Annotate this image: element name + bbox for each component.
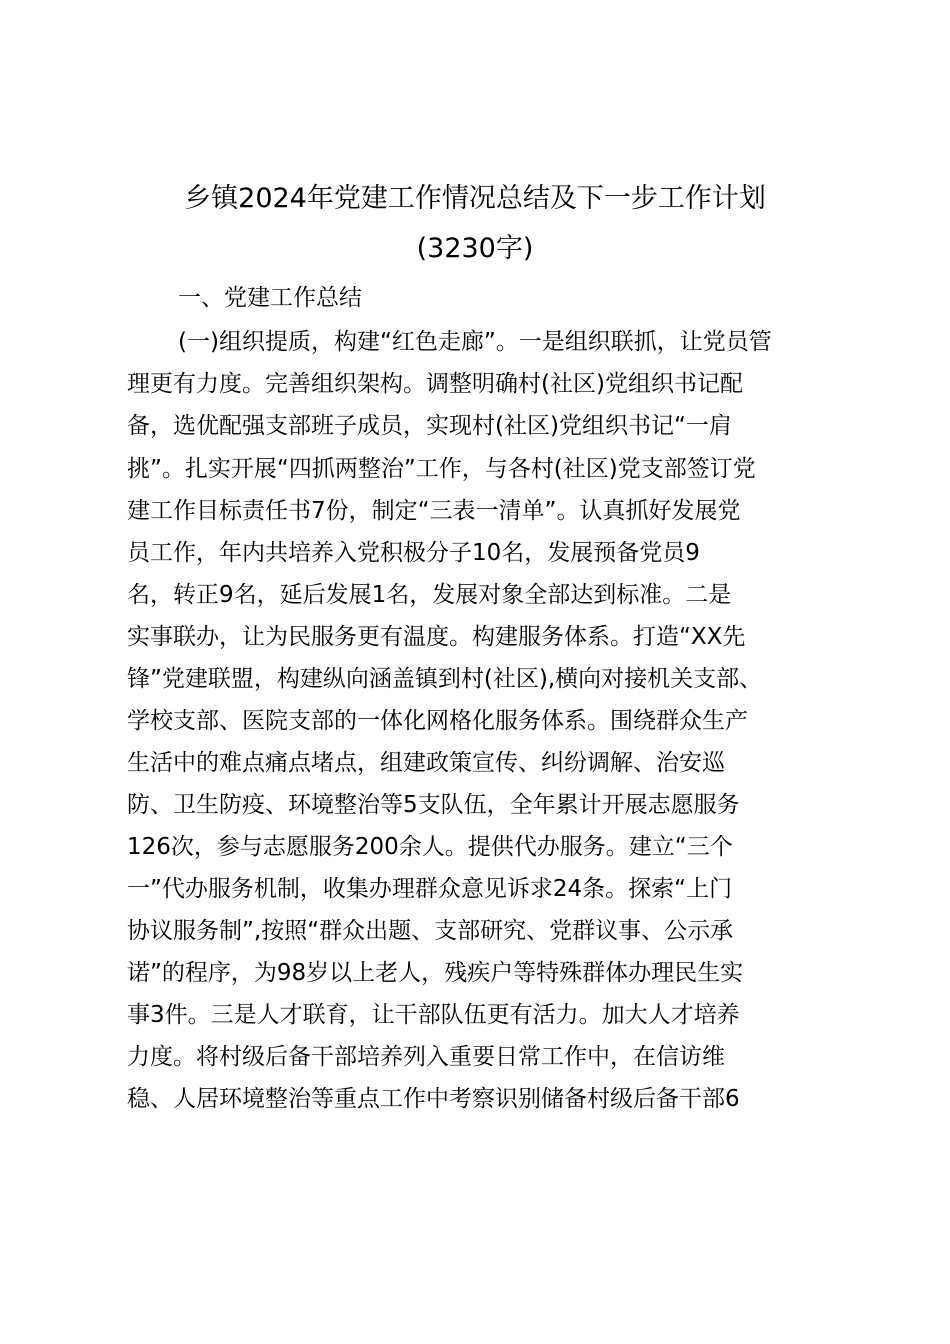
paragraph-line: (一)组织提质，构建“红色走廊”。一是组织联抓，让党员管 (178, 329, 772, 355)
paragraph-line: 锋”党建联盟，构建纵向涵盖镇到村(社区),横向对接机关支部、 (127, 666, 763, 692)
paragraph-line: 生活中的难点痛点堵点，组建政策宣传、纠纷调解、治安巡 (127, 750, 725, 776)
paragraph-line: 协议服务制”,按照“群众出题、支部研究、党群议事、公示承 (127, 918, 734, 944)
paragraph-line: 挑”。扎实开展“四抓两整治”工作，与各村(社区)党支部签订党 (127, 456, 756, 482)
paragraph-line: 名，转正9名，延后发展1名，发展对象全部达到标准。二是 (127, 582, 732, 608)
paragraph-line: 学校支部、医院支部的一体化网格化服务体系。围绕群众生产 (127, 708, 748, 734)
paragraph-line: 事3件。三是人才联育，让干部队伍更有活力。加大人才培养 (127, 1002, 740, 1028)
paragraph-line: 诺”的程序，为98岁以上老人，残疾户等特殊群体办理民生实 (127, 960, 744, 986)
paragraph-line: 力度。将村级后备干部培养列入重要日常工作中，在信访维 (127, 1044, 725, 1070)
paragraph-line: 防、卫生防疫、环境整治等5支队伍，全年累计开展志愿服务 (127, 792, 740, 818)
document-title-line-2: (3230字) (416, 233, 534, 264)
paragraph-line: 稳、人居环境整治等重点工作中考察识别储备村级后备干部6 (127, 1086, 740, 1112)
paragraph-line: 员工作，年内共培养入党积极分子10名，发展预备党员9 (127, 540, 700, 566)
paragraph-line: 126次，参与志愿服务200余人。提供代办服务。建立“三个 (127, 834, 733, 860)
paragraph-line: 建工作目标责任书7份，制定“三表一清单”。认真抓好发展党 (127, 498, 741, 524)
paragraph-line: 一”代办服务机制，收集办理群众意见诉求24条。探索“上门 (127, 876, 733, 902)
document-title-line-1: 乡镇2024年党建工作情况总结及下一步工作计划 (184, 183, 766, 214)
paragraph-line: 备，选优配强支部班子成员，实现村(社区)党组织书记“一肩 (127, 413, 732, 439)
section-heading: 一、党建工作总结 (178, 285, 362, 311)
paragraph-line: 实事联办，让为民服务更有温度。构建服务体系。打造“XX先 (127, 624, 746, 650)
paragraph-line: 理更有力度。完善组织架构。调整明确村(社区)党组织书记配 (127, 371, 743, 397)
